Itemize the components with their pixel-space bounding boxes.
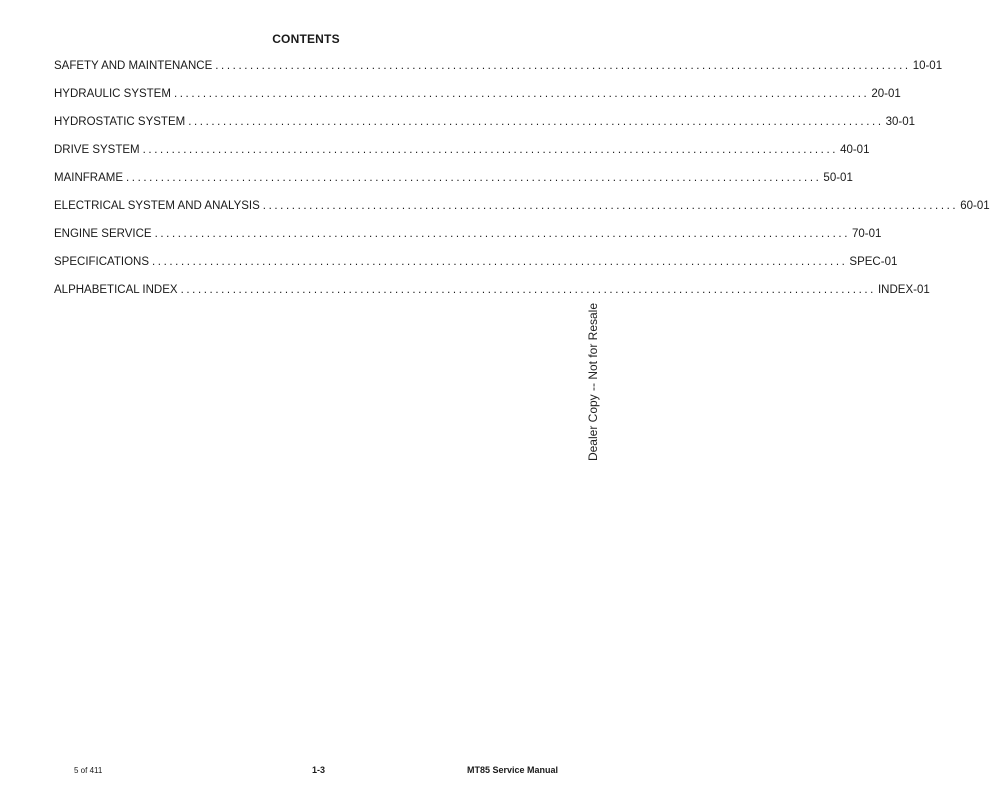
toc-entry-engine-service[interactable] [54, 228, 882, 256]
toc-entry-mainframe[interactable] [54, 172, 853, 200]
toc-label: ENGINE SERVICE [54, 228, 152, 240]
toc-page-ref: 70-01 [852, 228, 882, 240]
toc-page-ref: 20-01 [871, 88, 901, 100]
dot-leader: ........................................................................................................................ [180, 284, 876, 296]
toc-page-ref: SPEC-01 [849, 256, 898, 268]
toc-entry-electrical-system-and-analysis[interactable] [54, 200, 990, 228]
toc-label: ELECTRICAL SYSTEM AND ANALYSIS [54, 200, 260, 212]
toc-entry-drive-system[interactable] [54, 144, 870, 172]
dealer-copy-notice: Dealer Copy -- Not for Resale [586, 302, 600, 462]
toc-label: SAFETY AND MAINTENANCE [54, 60, 213, 72]
dot-leader: ........................................................................................................................ [262, 200, 959, 212]
toc-page-ref: INDEX-01 [877, 284, 930, 296]
footer-manual-title: MT85 Service Manual [466, 765, 558, 775]
dot-leader: ........................................................................................................................ [173, 88, 870, 100]
toc-entry-alphabetical-index[interactable] [54, 284, 930, 312]
toc-label: MAINFRAME [54, 172, 123, 184]
toc-page-ref: 10-01 [912, 60, 943, 72]
footer-page-number: 1-3 [312, 765, 326, 775]
toc-page-ref: 60-01 [960, 200, 990, 212]
toc-label: DRIVE SYSTEM [54, 144, 140, 156]
toc-entry-specifications[interactable] [54, 256, 898, 284]
dot-leader: ........................................................................................................................ [126, 172, 822, 184]
dot-leader: ........................................................................................................................ [142, 144, 839, 156]
toc-label: HYDRAULIC SYSTEM [54, 88, 171, 100]
toc-entry-hydrostatic-system[interactable] [54, 116, 916, 144]
toc-page-ref: 30-01 [885, 116, 916, 128]
dot-leader: ........................................................................................................................ [188, 116, 884, 128]
footer-page-count: 5 of 411 [74, 766, 103, 775]
toc-entry-safety-and-maintenance[interactable] [54, 60, 943, 88]
toc-page-ref: 40-01 [840, 144, 870, 156]
toc-entry-hydraulic-system[interactable] [54, 88, 901, 116]
toc-label: HYDROSTATIC SYSTEM [54, 116, 186, 128]
dot-leader: ........................................................................................................................ [215, 60, 911, 72]
toc-page-ref: 50-01 [823, 172, 853, 184]
table-of-contents [54, 60, 990, 312]
page-title: CONTENTS [272, 32, 340, 46]
dot-leader: ........................................................................................................................ [154, 228, 850, 240]
toc-label: ALPHABETICAL INDEX [54, 284, 178, 296]
dot-leader: ........................................................................................................................ [152, 256, 848, 268]
toc-label: SPECIFICATIONS [54, 256, 149, 268]
